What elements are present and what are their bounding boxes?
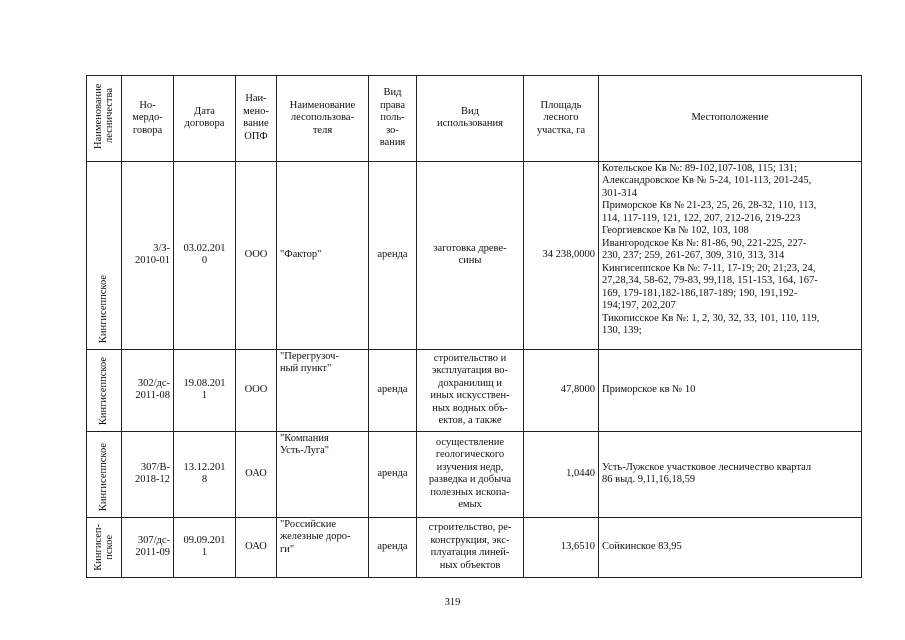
forestry-name: Кингисеппское	[97, 442, 109, 511]
forestry-name: Кингисеппское	[97, 356, 109, 425]
contract-date-cell: 19.08.201 1	[174, 349, 236, 431]
location-cell	[599, 431, 862, 517]
opf-cell: ОАО	[236, 431, 277, 517]
right-type-cell: аренда	[369, 431, 417, 517]
contract-date-cell: 03.02.201 0	[174, 161, 236, 349]
header-opf: Наи- мено- вание ОПФ	[236, 76, 277, 162]
location-lines	[602, 163, 858, 338]
location-line: 194;197, 202,207	[602, 300, 676, 311]
table-row	[87, 517, 862, 577]
page-number: 319	[444, 597, 461, 608]
location-line: Александровское Кв № 5-24, 101-113, 201-245,	[602, 175, 812, 186]
forest-lease-table	[86, 75, 862, 578]
user-name-cell: "Российские железные доро- ги"	[277, 517, 369, 577]
location-cell	[599, 349, 862, 431]
location-line: Ивангородское Кв №: 81-86, 90, 221-225, 227-	[602, 237, 807, 249]
location-line: Котельское Кв №: 89-102,107-108, 115; 131;	[602, 162, 798, 174]
forestry-cell	[87, 517, 122, 577]
table-row	[87, 161, 862, 349]
forestry-name: Кингисеппское	[97, 274, 109, 343]
location-lines	[602, 384, 858, 397]
right-type-cell: аренда	[369, 161, 417, 349]
location-line: Приморское кв № 10	[602, 383, 696, 395]
location-line: 27,28,34, 58-62, 79-83, 99,118, 151-153, 164, 167-	[602, 275, 818, 286]
header-contract-number: Но- мердо- говора	[122, 76, 174, 162]
location-line: Усть-Лужское участковое лесничество квартал	[602, 461, 812, 473]
opf-cell: ООО	[236, 161, 277, 349]
header-right-type: Вид права поль- зо- вания	[369, 76, 417, 162]
header-area: Площадь лесного участка, га	[524, 76, 599, 162]
user-name-cell: "Фактор"	[277, 161, 369, 349]
table-row	[87, 349, 862, 431]
location-line: Тикописское Кв №: 1, 2, 30, 32, 33, 101, 110, 119,	[602, 312, 820, 324]
location-line: 169, 179-181,182-186,187-189; 190, 191,192-	[602, 287, 798, 299]
contract-date-cell: 09.09.201 1	[174, 517, 236, 577]
area-cell: 34 238,0000	[524, 161, 599, 349]
right-type-cell: аренда	[369, 517, 417, 577]
contract-date-cell: 13.12.201 8	[174, 431, 236, 517]
location-line: 301-314	[602, 187, 637, 199]
header-forestry	[87, 76, 122, 162]
use-type-cell: заготовка древе- сины	[417, 161, 524, 349]
location-line: Георгиевское Кв № 102, 103, 108	[602, 225, 749, 236]
location-line: 130, 139;	[602, 325, 642, 336]
location-line: 230, 237; 259, 261-267, 309, 310, 313, 314	[602, 250, 785, 261]
forestry-name: Кингисеп- пское	[93, 524, 115, 571]
opf-cell: ООО	[236, 349, 277, 431]
table-row	[87, 431, 862, 517]
header-location: Местоположение	[599, 76, 862, 162]
use-type-cell: строительство и эксплуатация во- дохранилищ и иных искусствен- ных водных объ- ектов, а также	[417, 349, 524, 431]
user-name-cell: "Перегрузоч- ный пункт"	[277, 349, 369, 431]
location-line: Кингисеппское Кв №: 7-11, 17-19; 20; 21;23, 24,	[602, 262, 816, 274]
location-cell	[599, 161, 862, 349]
contract-number-cell: 302/дс- 2011-08	[122, 349, 174, 431]
header-user-name: Наименование лесопользова- теля	[277, 76, 369, 162]
header-forestry-text: Наименование лесничества	[93, 83, 115, 149]
use-type-cell: строительство, ре- конструкция, экс- плуатация линей- ных объектов	[417, 517, 524, 577]
header-contract-date: Дата договора	[174, 76, 236, 162]
use-type-cell: осуществление геологического изучения недр, разведка и добыча полезных ископа- емых	[417, 431, 524, 517]
location-line: 86 выд. 9,11,16,18,59	[602, 474, 696, 485]
right-type-cell: аренда	[369, 349, 417, 431]
location-lines	[602, 462, 858, 487]
forestry-cell	[87, 431, 122, 517]
opf-cell: ОАО	[236, 517, 277, 577]
area-cell: 47,8000	[524, 349, 599, 431]
header-row	[87, 76, 862, 162]
location-cell	[599, 517, 862, 577]
location-lines	[602, 541, 858, 554]
forestry-cell	[87, 349, 122, 431]
contract-number-cell: 307/дс- 2011-09	[122, 517, 174, 577]
forestry-cell	[87, 161, 122, 349]
location-line: Приморское Кв № 21-23, 25, 26, 28-32, 110, 113,	[602, 200, 817, 211]
location-line: 114, 117-119, 121, 122, 207, 212-216, 219-223	[602, 212, 801, 224]
contract-number-cell: 307/В- 2018-12	[122, 431, 174, 517]
contract-number-cell: 3/З- 2010-01	[122, 161, 174, 349]
area-cell: 1,0440	[524, 431, 599, 517]
area-cell: 13,6510	[524, 517, 599, 577]
location-line: Сойкинское 83,95	[602, 540, 682, 552]
user-name-cell: "Компания Усть-Луга"	[277, 431, 369, 517]
header-use-type: Вид использования	[417, 76, 524, 162]
